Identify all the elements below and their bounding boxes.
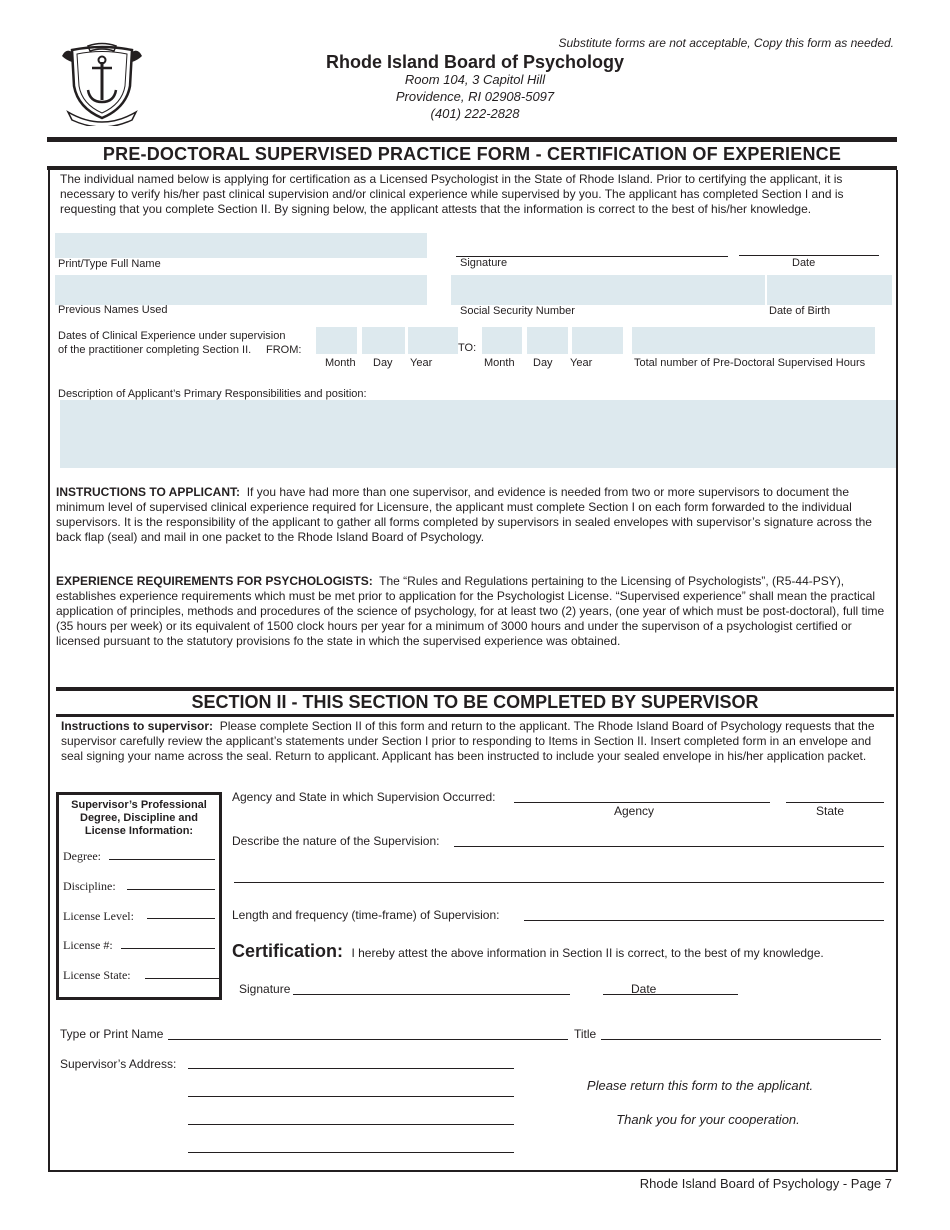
full-name-input[interactable]: [55, 233, 427, 258]
license-level-line[interactable]: [147, 918, 215, 919]
discipline-label: Discipline:: [63, 879, 116, 893]
state-line[interactable]: [786, 802, 884, 803]
address-line-1-field[interactable]: [188, 1068, 514, 1069]
from-year-input[interactable]: [408, 327, 458, 354]
section2-rule-bottom: [56, 714, 894, 717]
license-state-label: License State:: [63, 968, 131, 982]
supervision-nature-line-2[interactable]: [234, 882, 884, 883]
section2-title: SECTION II - THIS SECTION TO BE COMPLETED BY SUPERVISOR: [191, 692, 759, 712]
address-line-2: Providence, RI 02908-5097: [395, 89, 555, 104]
dob-label: Date of Birth: [769, 305, 831, 317]
supervisor-signature-label: Signature: [239, 982, 291, 996]
license-level-label: License Level:: [63, 909, 134, 923]
license-state-line[interactable]: [145, 978, 219, 979]
page-footer: Rhode Island Board of Psychology - Page 7: [639, 1176, 892, 1191]
dates-label-line-1: Dates of Clinical Experience under supervision: [58, 330, 286, 342]
to-year-input[interactable]: [572, 327, 623, 354]
supervisor-address-label: Supervisor’s Address:: [60, 1057, 177, 1071]
address-line-2-field[interactable]: [188, 1096, 514, 1097]
full-name-label: Print/Type Full Name: [58, 258, 161, 270]
supervision-nature-label: Describe the nature of the Supervision:: [232, 834, 440, 848]
to-label: TO:: [458, 342, 477, 354]
experience-requirements: [56, 574, 886, 649]
license-number-line[interactable]: [121, 948, 215, 949]
instructions-applicant-heading: INSTRUCTIONS TO APPLICANT:: [56, 485, 241, 499]
previous-names-input[interactable]: [55, 275, 427, 305]
agency-label: Agency: [614, 804, 655, 818]
degree-label: Degree:: [63, 849, 101, 863]
license-box-heading: Supervisor’s Professional Degree, Discipline and License Information:: [71, 799, 207, 837]
substitute-note: Substitute forms are not acceptable, Copy this form as needed.: [558, 36, 894, 50]
phone-number: (401) 222-2828: [430, 106, 520, 121]
to-year-label: Year: [570, 357, 593, 369]
to-day-label: Day: [533, 357, 553, 369]
state-label: State: [816, 804, 845, 818]
license-number-label: License #:: [63, 938, 113, 952]
instructions-to-supervisor: [61, 719, 887, 764]
print-name-line[interactable]: [168, 1039, 568, 1040]
experience-requirements-text: The “Rules and Regulations pertaining to the Licensing of Psychologists”, (R5-44-PSY), establishes experience requirements which must be met prior to application for the Psychologist License. “Supervised experience” shall mean the practical application of principles, methods and procedures of the science of psychology, for at least two (2) years, (one year of which must be post-doctoral), full time (35 hours per week) or its equivalent of 1500 clock hours per year for a minimum of 3000 hours and under the supervison of a psychologist certified or licensed pursuant to the statutory provisions fo the state in which the supervised experience was obtained.: [56, 574, 885, 648]
supervision-nature-line-1[interactable]: [454, 846, 884, 847]
experience-requirements-heading: EXPERIENCE REQUIREMENTS FOR PSYCHOLOGISTS:: [56, 574, 373, 588]
description-input[interactable]: [60, 400, 896, 468]
intro-paragraph: The individual named below is applying for certification as a Licensed Psychologist in the State of Rhode Island. Prior to certifying the applicant, it is necessary to verify his/her past clinical supervision and/or clinical experience while supervised by you. The applicant has completed Section I and is requesting that you complete Section II. By signing below, the applicant attests that the information is correct to the best of his/her knowledge.: [60, 172, 844, 216]
applicant-date-line[interactable]: [739, 255, 879, 256]
title-line[interactable]: [601, 1039, 881, 1040]
board-name: Rhode Island Board of Psychology: [325, 52, 625, 72]
certification-statement: [232, 941, 824, 962]
form-title: PRE-DOCTORAL SUPERVISED PRACTICE FORM - CERTIFICATION OF EXPERIENCE: [102, 144, 842, 164]
from-label: FROM:: [266, 344, 302, 356]
dob-input[interactable]: [767, 275, 892, 305]
from-month-label: Month: [325, 357, 356, 369]
agency-line[interactable]: [514, 802, 770, 803]
total-hours-input[interactable]: [632, 327, 875, 354]
section2-rule-top: [56, 687, 894, 691]
signature-label: Signature: [460, 257, 508, 269]
description-label: Description of Applicant’s Primary Responsibilities and position:: [58, 388, 367, 400]
from-day-label: Day: [373, 357, 393, 369]
to-month-label: Month: [484, 357, 515, 369]
certification-text: I hereby attest the above information in Section II is correct, to the best of my knowledge.: [351, 946, 824, 960]
total-hours-label: Total number of Pre-Doctoral Supervised Hours: [634, 357, 866, 369]
discipline-line[interactable]: [127, 889, 215, 890]
to-day-input[interactable]: [527, 327, 568, 354]
supervision-length-label: Length and frequency (time-frame) of Supervision:: [232, 908, 500, 922]
previous-names-label: Previous Names Used: [58, 304, 168, 316]
ssn-label: Social Security Number: [460, 305, 575, 317]
degree-line[interactable]: [109, 859, 215, 860]
form-frame: [48, 170, 898, 1172]
return-note: Please return this form to the applicant.: [586, 1078, 814, 1093]
supervisor-instructions-text: Please complete Section II of this form and return to the applicant. The Rhode Island Board of Psychology requests that the supervisor carefully review the applicant’s statements under Section I prior to responding to Items in Section II. Insert completed form in an envelope and seal signing your name across the seal. Return to applicant. Applicant has been instructed to include your sealed envelope in his/her application packet.: [61, 719, 875, 763]
supervisor-date-label: Date: [631, 982, 657, 996]
certification-heading: Certification:: [232, 941, 344, 961]
title-rule-top: [47, 137, 897, 142]
from-day-input[interactable]: [362, 327, 405, 354]
supervision-length-line[interactable]: [524, 920, 884, 921]
address-line-4-field[interactable]: [188, 1152, 514, 1153]
address-line-1: Room 104, 3 Capitol Hill: [404, 72, 546, 87]
date-label: Date: [792, 257, 816, 269]
instructions-to-applicant: [56, 485, 886, 545]
supervisor-signature-line[interactable]: [293, 994, 570, 995]
from-month-input[interactable]: [316, 327, 357, 354]
instructions-applicant-text: If you have had more than one supervisor, and evidence is needed from two or more supervisors to document the minimum level of supervised clinical experience required for Licensure, the applicant must complete Section I on each form forwarded to the individual supervisors. It is the responsibility of the applicant to gather all forms completed by supervisors in sealed envelopes with supervisor’s signature across the back flap (seal) and mail in one packet to the Rhode Island Board of Psychology.: [56, 485, 872, 544]
supervisor-instructions-heading: Instructions to supervisor:: [61, 719, 214, 733]
ssn-input[interactable]: [451, 275, 765, 305]
dates-label-line-2: of the practitioner completing Section II.: [58, 344, 252, 356]
title-label: Title: [574, 1027, 597, 1041]
address-line-3-field[interactable]: [188, 1124, 514, 1125]
print-name-label: Type or Print Name: [60, 1027, 164, 1041]
supervisor-date-line[interactable]: [603, 994, 738, 995]
to-month-input[interactable]: [482, 327, 522, 354]
supervisor-license-box: [56, 792, 222, 1000]
from-year-label: Year: [410, 357, 433, 369]
thanks-note: Thank you for your cooperation.: [616, 1112, 800, 1127]
agency-state-label: Agency and State in which Supervision Occurred:: [232, 790, 496, 804]
